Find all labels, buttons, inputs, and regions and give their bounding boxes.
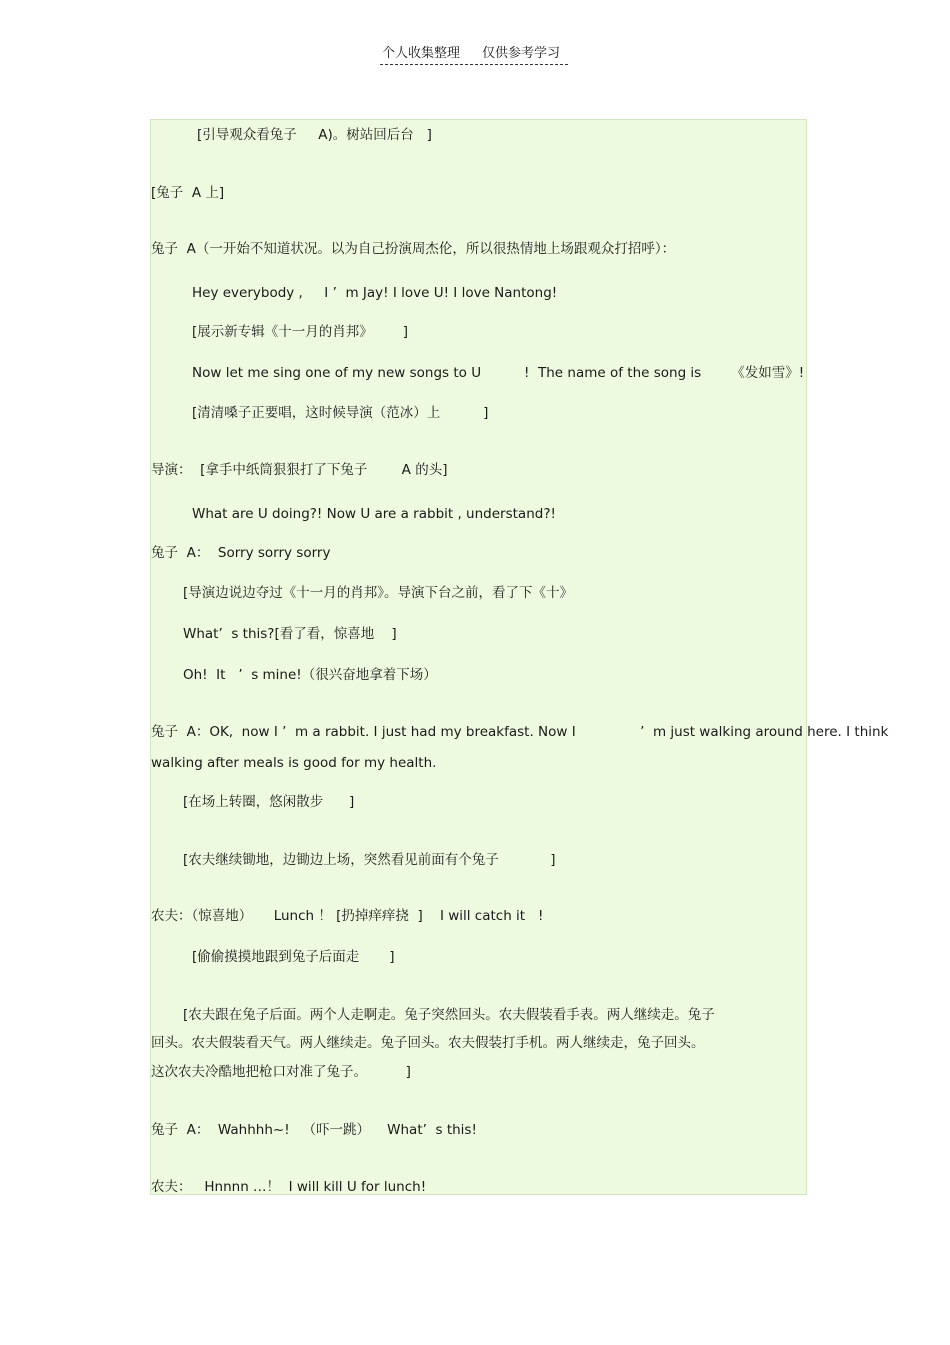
stage-direction-chase-3: 这次农夫冷酷地把枪口对准了兔子。 ] [151,1064,411,1080]
stage-direction-director-enter: [清清嗓子正要唱，这时候导演（范冰）上 ] [192,405,489,421]
rabbit-line-sing-song: Now let me sing one of my new songs to U ! The name of the song is 《发如雪》! [192,365,805,381]
director-line-its-mine: Oh! It ’ s mine!（很兴奋地拿着下场） [183,667,437,683]
stage-direction-sneak: [偷偷摸摸地跟到兔子后面走 ] [192,949,395,965]
stage-direction-farmer-enter: [农夫继续锄地，边锄边上场，突然看见前面有个兔子 ] [183,852,556,868]
rabbit-line-wahhh: 兔子 A： Wahhhh~! （吓一跳） What’ s this! [151,1122,477,1138]
farmer-line-kill: 农夫： Hnnnn …！ I will kill U for lunch! [151,1179,427,1195]
header-text-personal: 个人收集整理 [382,46,461,61]
rabbit-line-intro: 兔子 A（一开始不知道状况。以为自己扮演周杰伦，所以很热情地上场跟观众打招呼）： [151,241,676,257]
stage-direction-rabbit-enter: [兔子 A 上] [151,185,225,201]
director-line-what-doing: What are U doing?! Now U are a rabbit , understand?! [192,506,556,522]
rabbit-line-sorry: 兔子 A： Sorry sorry sorry [151,545,331,561]
header-text-reference: 仅供参考学习 [482,46,561,61]
rabbit-line-hey-everybody: Hey everybody , I ’ m Jay! I love U! I love Nantong! [192,285,558,301]
stage-direction-new-album: [展示新专辑《十一月的肖邦》 ] [192,324,409,340]
director-line-whats-this: What’ s this?[看了看，惊喜地 ] [183,626,397,642]
rabbit-line-walking-cont: walking after meals is good for my health. [151,755,437,771]
stage-direction-chase-2: 回头。农夫假装看天气。两人继续走。兔子回头。农夫假装打手机。两人继续走，兔子回头。 [151,1035,705,1051]
stage-direction-director-takes-album: [导演边说边夺过《十一月的肖邦》。导演下台之前，看了下《十》 [183,585,574,601]
stage-direction-stroll: [在场上转圈，悠闲散步 ] [183,794,355,810]
director-line-hit: 导演： [拿手中纸筒狠狠打了下兔子 A 的头] [151,462,448,478]
rabbit-line-walking: 兔子 A：OK, now I ’ m a rabbit. I just had my breakfast. Now I ’ m just walking around here. I think [151,724,889,740]
farmer-line-lunch: 农夫：（惊喜地） Lunch ！ [扔掉痒痒挠 ] I will catch it ! [151,908,544,924]
stage-direction-guide-audience: [引导观众看兔子 A)。树站回后台 ] [197,127,432,143]
page-header [380,44,568,65]
stage-direction-chase-1: [农夫跟在兔子后面。两个人走啊走。兔子突然回头。农夫假装看手表。两人继续走。兔子 [183,1007,715,1023]
